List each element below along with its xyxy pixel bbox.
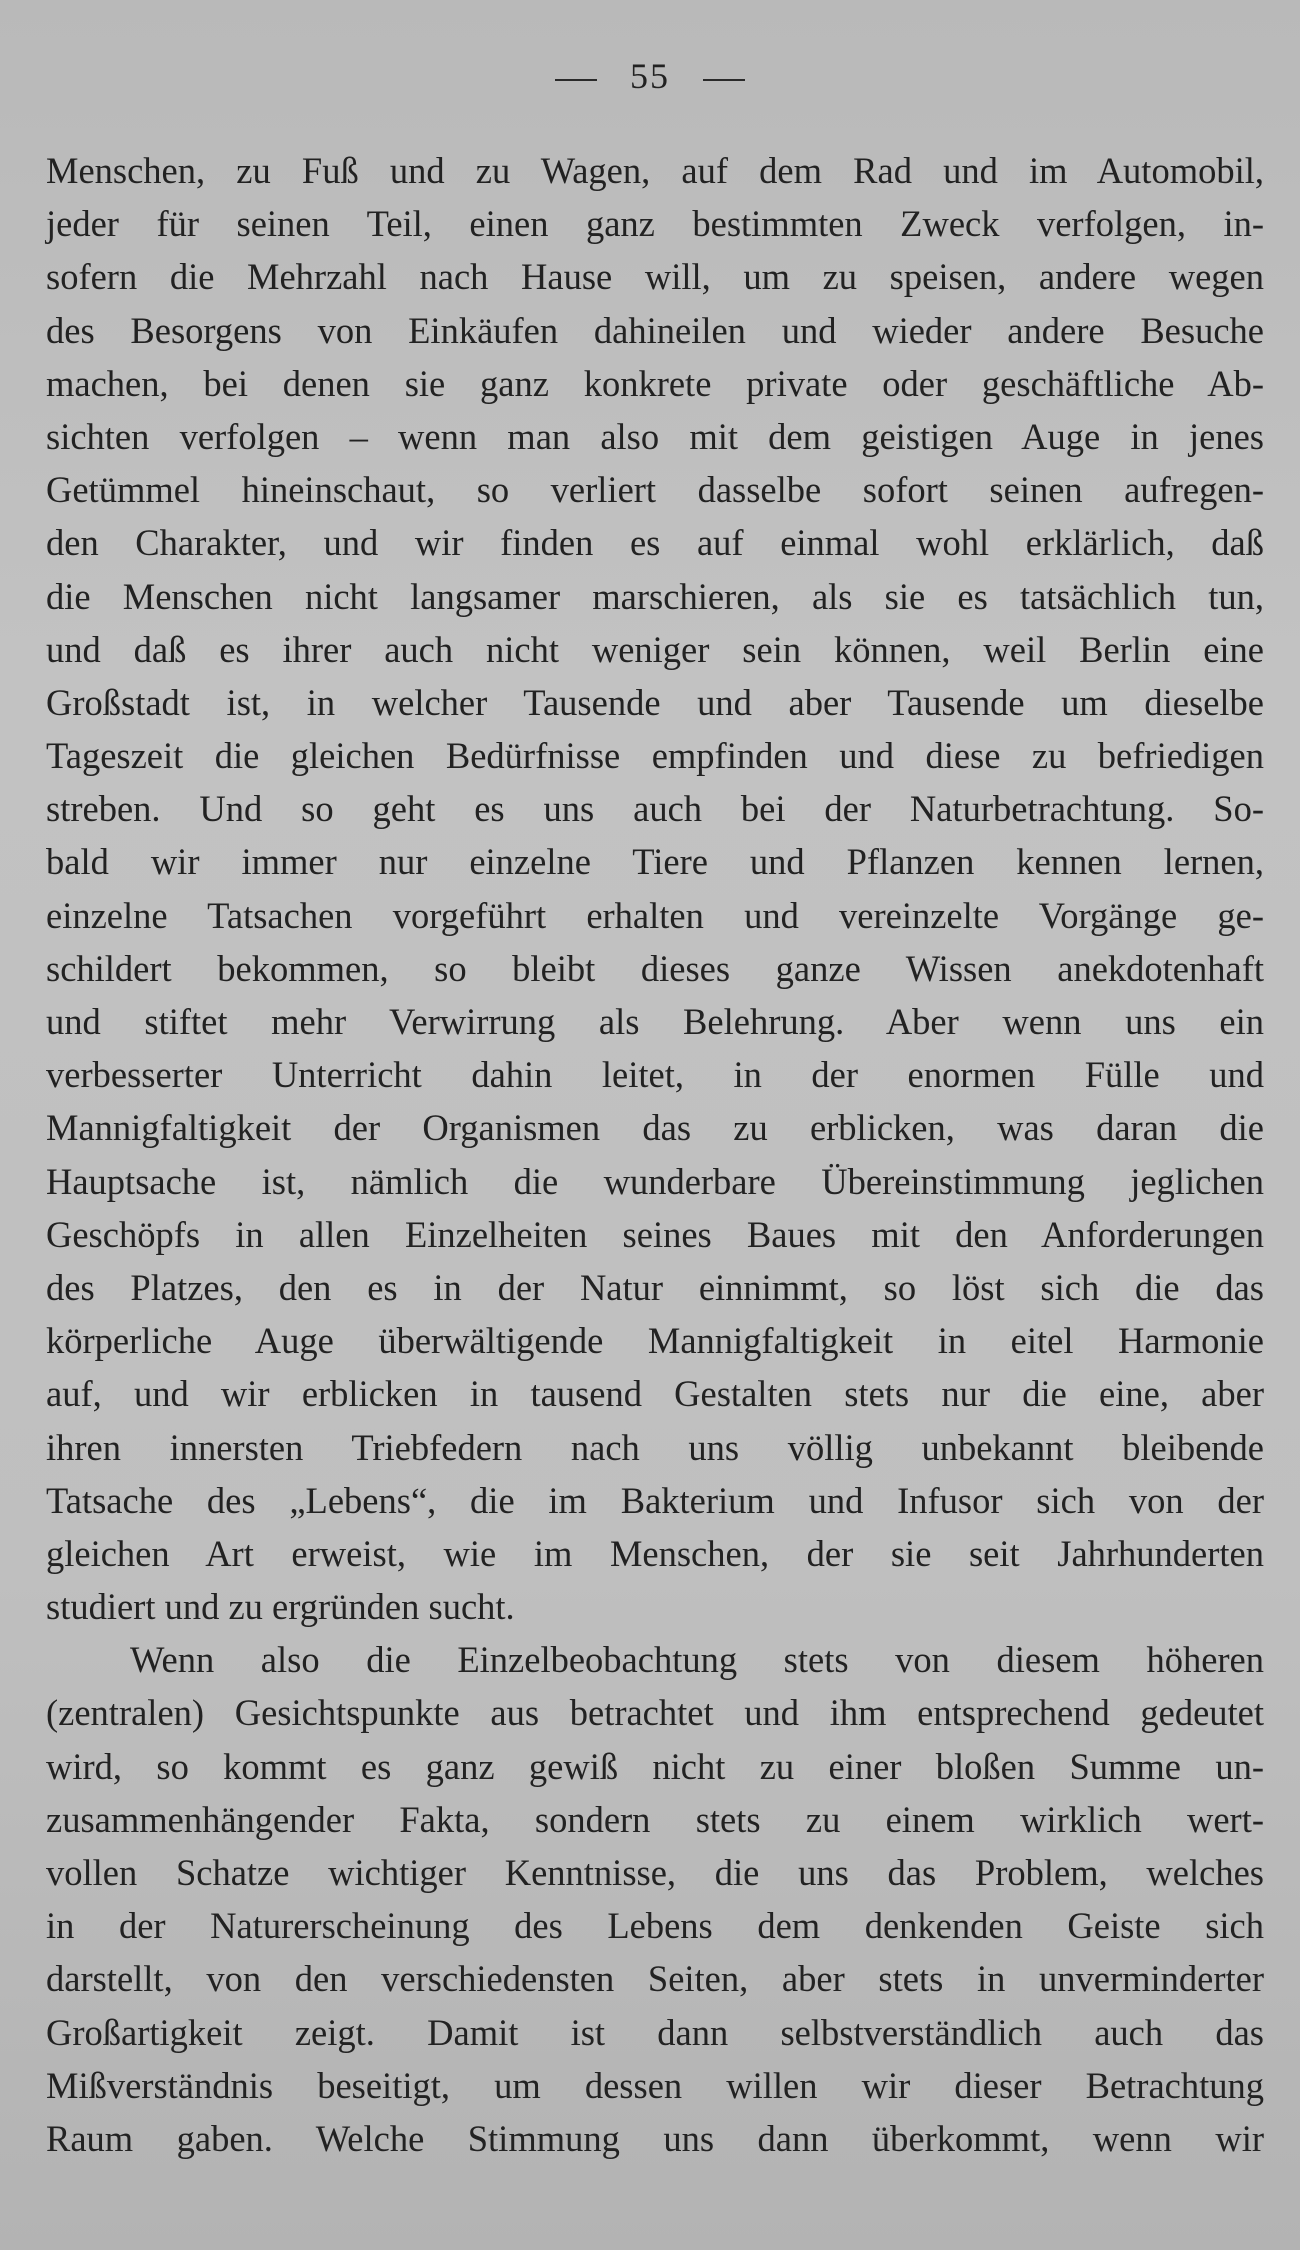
text-line: gleichen Art erweist, wie im Menschen, der sie seit Jahrhunderten bbox=[46, 1532, 1264, 1574]
page-number: 55 bbox=[630, 56, 670, 96]
text-line: einzelne Tatsachen vorgeführt erhalten und vereinzelte Vorgänge ge- bbox=[46, 894, 1264, 936]
text-line: und daß es ihrer auch nicht weniger sein können, weil Berlin eine bbox=[46, 628, 1264, 670]
text-line: (zentralen) Gesichtspunkte aus betrachtet und ihm entsprechend gedeutet bbox=[46, 1692, 1264, 1734]
text-line: vollen Schatze wichtiger Kenntnisse, die uns das Problem, welches bbox=[46, 1852, 1264, 1893]
left-dash-ornament bbox=[555, 79, 597, 81]
text-line: streben. Und so geht es uns auch bei der Naturbetrachtung. So- bbox=[46, 788, 1264, 830]
paragraph bbox=[46, 144, 1264, 1633]
text-line: auf, und wir erblicken in tausend Gestalten stets nur die eine, aber bbox=[46, 1373, 1264, 1415]
text-line: bald wir immer nur einzelne Tiere und Pflanzen kennen lernen, bbox=[46, 841, 1264, 883]
text-line: die Menschen nicht langsamer marschieren, als sie es tatsächlich tun, bbox=[46, 575, 1264, 617]
text-line: Wenn also die Einzelbeobachtung stets von diesem höheren bbox=[130, 1639, 1264, 1681]
text-line: körperliche Auge überwältigende Mannigfaltigkeit in eitel Harmonie bbox=[46, 1320, 1264, 1362]
paragraph bbox=[46, 1633, 1264, 2165]
body-text bbox=[46, 144, 1264, 2165]
text-line: sichten verfolgen – wenn man also mit dem geistigen Auge in jenes bbox=[46, 415, 1264, 457]
text-line: machen, bei denen sie ganz konkrete private oder geschäftliche Ab- bbox=[46, 362, 1264, 404]
text-line: Getümmel hineinschaut, so verliert dasselbe sofort seinen aufregen- bbox=[46, 469, 1264, 511]
text-line: jeder für seinen Teil, einen ganz bestimmten Zweck verfolgen, in- bbox=[46, 203, 1264, 245]
text-line: des Platzes, den es in der Natur einnimmt, so löst sich die das bbox=[46, 1266, 1264, 1308]
text-line: Großstadt ist, in welcher Tausende und aber Tausende um dieselbe bbox=[46, 681, 1264, 723]
text-line: zusammenhängender Fakta, sondern stets zu einem wirklich wert- bbox=[46, 1798, 1264, 1840]
text-line: Mißverständnis beseitigt, um dessen willen wir dieser Betrachtung bbox=[46, 2064, 1264, 2106]
text-line: den Charakter, und wir finden es auf einmal wohl erklärlich, daß bbox=[46, 522, 1264, 564]
text-line: Hauptsache ist, nämlich die wunderbare Übereinstimmung jeglichen bbox=[46, 1160, 1264, 1202]
text-line: Geschöpfs in allen Einzelheiten seines Baues mit den Anforderungen bbox=[46, 1213, 1264, 1255]
text-line: schildert bekommen, so bleibt dieses ganze Wissen anekdotenhaft bbox=[46, 947, 1264, 989]
text-line: Tageszeit die gleichen Bedürfnisse empfinden und diese zu befriedigen bbox=[46, 735, 1264, 777]
text-line: in der Naturerscheinung des Lebens dem denkenden Geiste sich bbox=[46, 1905, 1264, 1947]
text-line: wird, so kommt es ganz gewiß nicht zu einer bloßen Summe un- bbox=[46, 1745, 1264, 1787]
text-line: darstellt, von den verschiedensten Seiten, aber stets in unverminderter bbox=[46, 1958, 1264, 2000]
text-line: studiert und zu ergründen sucht. bbox=[46, 1586, 515, 1628]
text-line: sofern die Mehrzahl nach Hause will, um zu speisen, andere wegen bbox=[46, 256, 1264, 298]
text-line: des Besorgens von Einkäufen dahineilen und wieder andere Besuche bbox=[46, 309, 1264, 351]
text-line: Menschen, zu Fuß und zu Wagen, auf dem Rad und im Automobil, bbox=[46, 150, 1264, 191]
text-line: Tatsache des „Lebens“, die im Bakterium und Infusor sich von der bbox=[46, 1479, 1264, 1521]
text-line: und stiftet mehr Verwirrung als Belehrung. Aber wenn uns ein bbox=[46, 1001, 1264, 1042]
right-dash-ornament bbox=[703, 79, 745, 81]
text-line: verbesserter Unterricht dahin leitet, in der enormen Fülle und bbox=[46, 1054, 1264, 1096]
text-line: Großartigkeit zeigt. Damit ist dann selbstverständlich auch das bbox=[46, 2011, 1264, 2053]
text-line: Mannigfaltigkeit der Organismen das zu erblicken, was daran die bbox=[46, 1107, 1264, 1149]
text-line: ihren innersten Triebfedern nach uns völlig unbekannt bleibende bbox=[46, 1426, 1264, 1468]
page-number-header bbox=[0, 55, 1300, 97]
text-line: Raum gaben. Welche Stimmung uns dann überkommt, wenn wir bbox=[46, 2117, 1264, 2159]
